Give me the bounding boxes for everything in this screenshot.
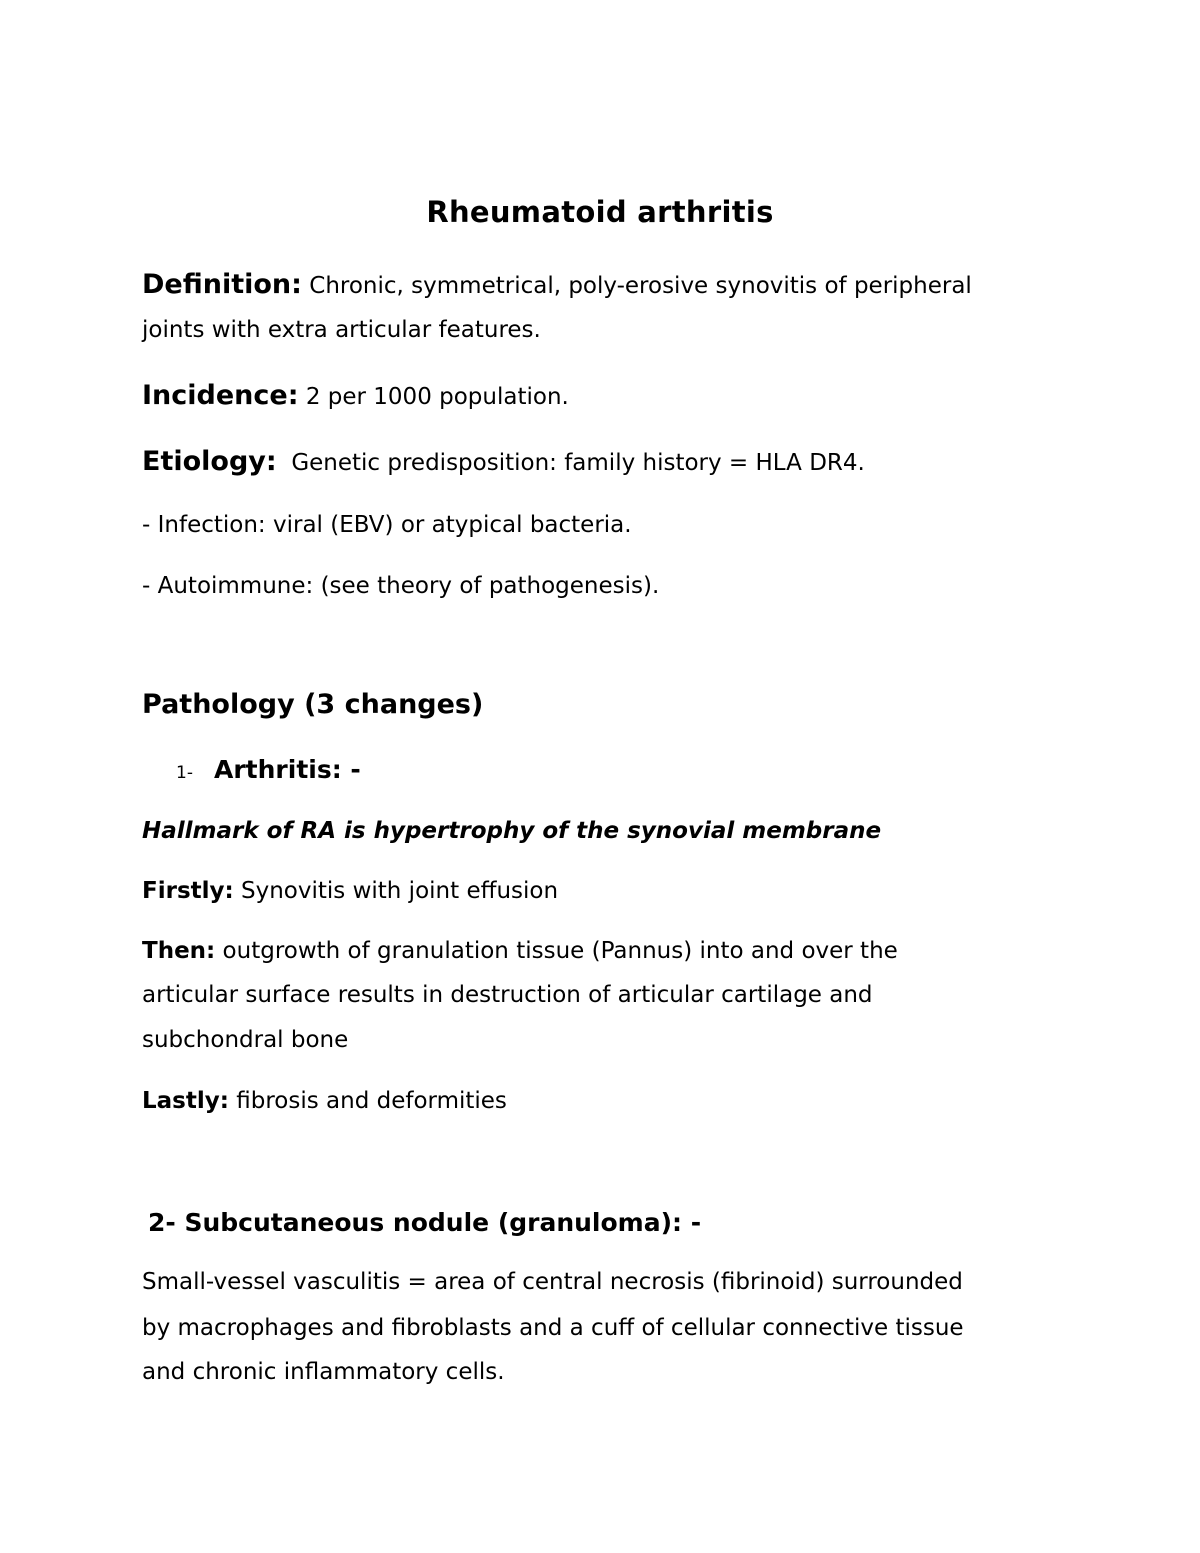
then-label: Then: [142, 938, 216, 964]
then-line-3: subchondral bone [142, 1027, 349, 1053]
pathology-heading-text: Pathology (3 changes) [142, 689, 484, 720]
definition-label: Definition: [142, 269, 302, 300]
firstly-text: Synovitis with joint effusion [241, 878, 559, 904]
arthritis-number: 1- [176, 763, 193, 783]
arthritis-heading [176, 747, 361, 796]
etiology-line [142, 439, 865, 486]
incidence-line [142, 373, 569, 420]
lastly-line [142, 1079, 507, 1124]
firstly-label: Firstly: [142, 878, 234, 904]
etiology-item-infection: - Infection: viral (EBV) or atypical bacteria. [142, 512, 632, 538]
then-line-1 [142, 929, 898, 974]
nodule-heading [148, 1200, 701, 1247]
incidence-label: Incidence: [142, 380, 299, 411]
hallmark-line [142, 809, 881, 854]
lastly-label: Lastly: [142, 1088, 229, 1114]
etiology-label: Etiology: [142, 446, 277, 477]
pathology-heading [142, 682, 483, 729]
nodule-line-3: and chronic inflammatory cells. [142, 1359, 505, 1385]
then-line-2: articular surface results in destruction of articular cartilage and [142, 982, 873, 1008]
nodule-line-2: by macrophages and fibroblasts and a cuff of cellular connective tissue [142, 1315, 964, 1341]
hallmark-text: Hallmark of RA is hypertrophy of the synovial membrane [142, 818, 882, 844]
lastly-text: fibrosis and deformities [236, 1088, 507, 1114]
then-text-1: outgrowth of granulation tissue (Pannus) into and over the [222, 938, 898, 964]
nodule-heading-text: 2- Subcutaneous nodule (granuloma): - [148, 1208, 702, 1237]
arthritis-label: Arthritis: - [214, 755, 361, 784]
definition-line-1 [142, 262, 972, 309]
nodule-line-1: Small-vessel vasculitis = area of central necrosis (fibrinoid) surrounded [142, 1269, 963, 1295]
incidence-text: 2 per 1000 population. [305, 384, 569, 410]
definition-text-1: Chronic, symmetrical, poly-erosive synovitis of peripheral [309, 273, 972, 299]
etiology-item-autoimmune: - Autoimmune: (see theory of pathogenesis). [142, 573, 660, 599]
firstly-line [142, 869, 558, 914]
definition-line-2: joints with extra articular features. [142, 317, 541, 343]
etiology-text: Genetic predisposition: family history = HLA DR4. [291, 450, 865, 476]
page-title: Rheumatoid arthritis [426, 195, 774, 229]
